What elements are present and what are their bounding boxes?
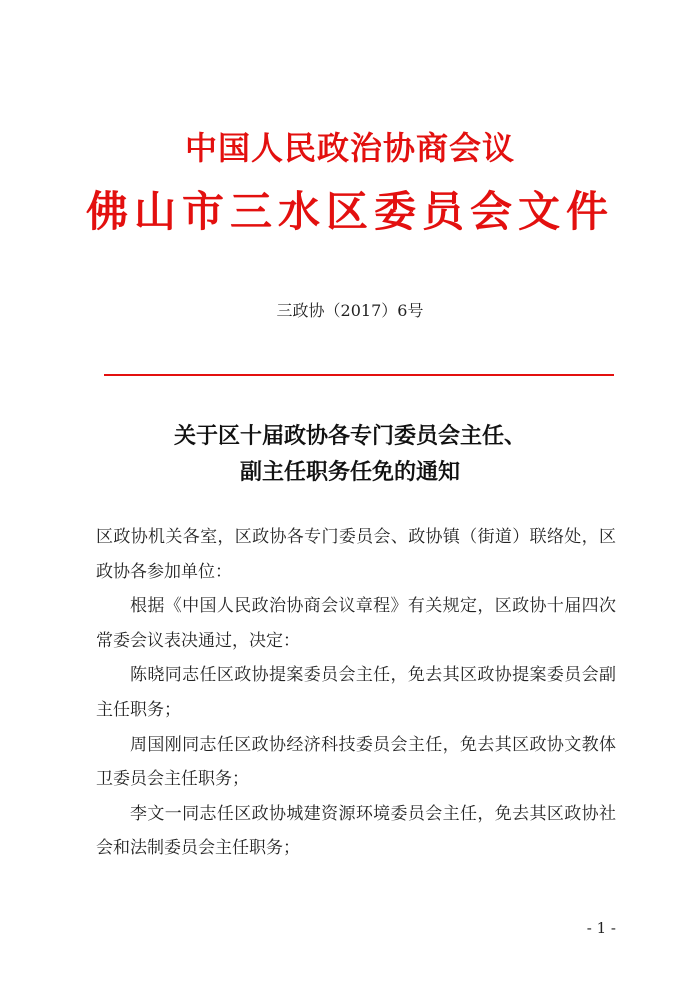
page-number: - 1 - xyxy=(586,919,616,937)
body-paragraph: 周国刚同志任区政协经济科技委员会主任，免去其区政协文教体卫委员会主任职务； xyxy=(96,734,616,790)
notice-body xyxy=(96,520,616,866)
red-divider-line xyxy=(104,374,614,376)
notice-title-line-2: 副主任职务任免的通知 xyxy=(239,459,460,485)
notice-title-line-1: 关于区十届政协各专门委员会主任、 xyxy=(173,423,526,449)
body-paragraph: 李文一同志任区政协城建资源环境委员会主任，免去其区政协社会和法制委员会主任职务； xyxy=(96,803,616,859)
body-paragraph: 陈晓同志任区政协提案委员会主任，免去其区政协提案委员会副主任职务； xyxy=(96,665,616,720)
notice-title xyxy=(0,418,700,490)
issuer-name: 中国人民政治协商会议 xyxy=(184,129,515,167)
body-paragraph: 根据《中国人民政治协商会议章程》有关规定，区政协十届四次常委会议表决通过，决定： xyxy=(96,596,616,651)
document-header-title: 佛山市三水区委员会文件 xyxy=(85,187,614,236)
addressee: 区政协机关各室，区政协各专门委员会、政协镇（街道）联络处，区政协各参加单位： xyxy=(96,527,616,582)
document-number: 三政协（2017）6号 xyxy=(276,301,424,320)
